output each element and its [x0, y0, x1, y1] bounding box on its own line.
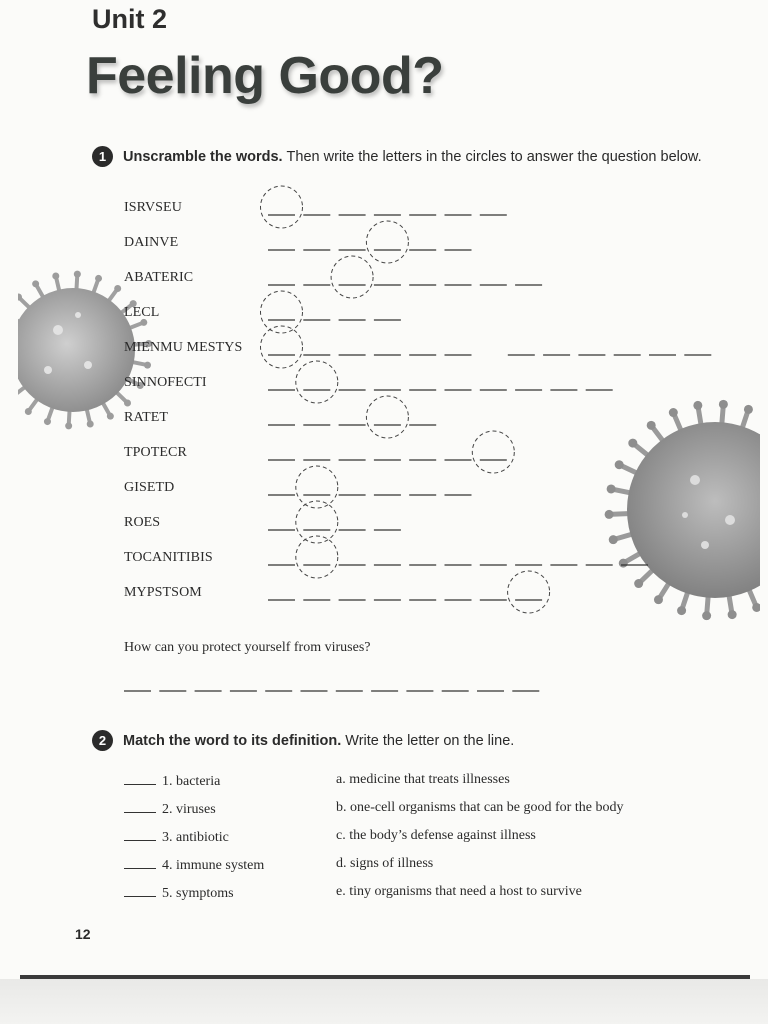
scrambled-word: RATET	[124, 410, 169, 425]
definition-item: d. signs of illness	[336, 856, 434, 871]
match-term[interactable]: 4. immune system	[124, 856, 264, 874]
page-number: 12	[75, 926, 91, 942]
answer-circle[interactable]	[296, 466, 338, 508]
scrambled-word: TOCANITIBIS	[124, 550, 213, 565]
question-text: How can you protect yourself from viruses?	[124, 640, 371, 655]
answer-circle[interactable]	[472, 431, 514, 473]
scrambled-word: TPOTECR	[124, 445, 187, 460]
definition-item: c. the body’s defense against illness	[336, 828, 536, 843]
answer-circle[interactable]	[296, 361, 338, 403]
answer-circle[interactable]	[261, 326, 303, 368]
answer-circle[interactable]	[261, 291, 303, 333]
page-title: Feeling Good?	[86, 47, 444, 105]
match-term[interactable]: 2. viruses	[124, 800, 216, 818]
match-term[interactable]: 3. antibiotic	[124, 828, 229, 846]
section1-instruction: Then write the letters in the circles to answer the question below.	[286, 148, 702, 165]
answer-circle[interactable]	[296, 501, 338, 543]
scrambled-word: ROES	[124, 515, 161, 530]
definition-item: e. tiny organisms that need a host to survive	[336, 884, 582, 899]
section2-instruction: Write the letter on the line.	[345, 732, 515, 749]
answer-circle[interactable]	[366, 221, 408, 263]
answer-circle[interactable]	[366, 396, 408, 438]
scrambled-word: SINNOFECTI	[124, 375, 207, 390]
match-term[interactable]: 5. symptoms	[124, 884, 234, 902]
scrambled-word: DAINVE	[124, 235, 179, 250]
scrambled-word: LECL	[124, 305, 160, 320]
unit-label: Unit 2	[92, 4, 168, 34]
scrambled-word: ABATERIC	[124, 270, 194, 285]
answer-circle[interactable]	[331, 256, 373, 298]
match-term[interactable]: 1. bacteria	[124, 772, 220, 790]
scrambled-word: MIENMU MESTYS	[124, 340, 243, 355]
scrambled-word: MYPSTSOM	[124, 585, 202, 600]
section-number-badge: 1	[92, 146, 113, 167]
section1-instruction-bold: Unscramble the words.	[123, 148, 283, 165]
scrambled-word: GISETD	[124, 480, 175, 495]
answer-circle[interactable]	[296, 536, 338, 578]
answer-circle[interactable]	[508, 571, 550, 613]
section-number-badge: 2	[92, 730, 113, 751]
answer-circle[interactable]	[261, 186, 303, 228]
definition-item: b. one-cell organisms that can be good for the body	[336, 800, 624, 815]
scrambled-word: ISRVSEU	[124, 200, 182, 215]
section2-instruction-bold: Match the word to its definition.	[123, 732, 342, 749]
definition-item: a. medicine that treats illnesses	[336, 772, 510, 787]
